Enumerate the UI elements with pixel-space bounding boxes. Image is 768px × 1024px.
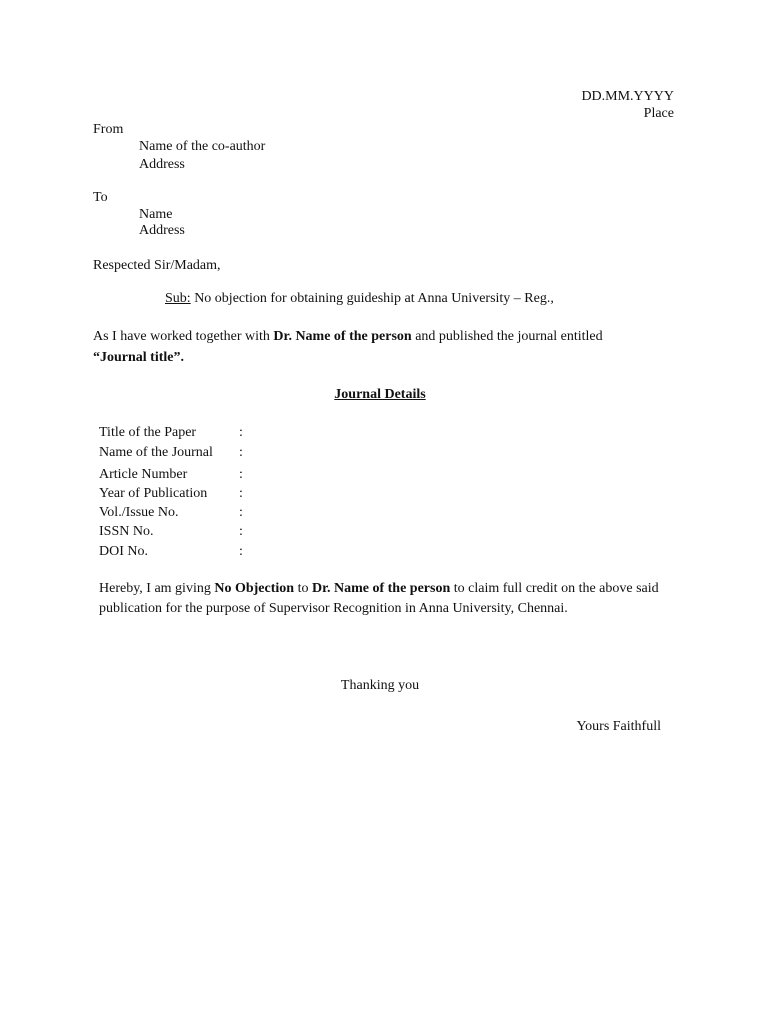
intro-text-2: and published the journal entitled [411,329,603,344]
place: Place [643,106,674,121]
to-label: To [93,190,108,205]
closing-text-1: Hereby, I am giving [99,581,215,596]
closing-text-3: to claim full credit on the above said publication for the purpose of Supervisor Recognition in Anna University, Chennai. [99,581,659,616]
details-row-journal [99,444,243,461]
journal-title [93,349,184,366]
details-row-separator: : [239,425,243,440]
details-row-volume [99,504,243,521]
details-row-separator: : [239,505,243,520]
details-row-doi [99,543,243,560]
details-row-label: Vol./Issue No. [99,505,179,520]
salutation: Respected Sir/Madam, [93,258,221,273]
details-row-label: Name of the Journal [99,445,213,460]
from-address: Address [139,157,185,172]
subject-label: Sub: [165,291,191,306]
details-row-label: ISSN No. [99,524,154,539]
details-row-label: Year of Publication [99,486,208,501]
details-row-label: DOI No. [99,544,148,559]
thanking-you: Thanking you [340,678,420,693]
closing-paragraph [99,579,679,619]
subject-text: No objection for obtaining guideship at Anna University – Reg., [190,291,554,306]
sign-off: Yours Faithfull [576,719,661,734]
details-row-year [99,485,243,502]
date: DD.MM.YYYY [581,89,674,104]
details-row-separator: : [239,544,243,559]
to-name: Name [139,207,173,222]
journal-details-heading-text: Journal Details [334,387,426,402]
journal-title-text: “Journal title”. [93,350,184,365]
details-row-title [99,424,243,441]
intro-text-1: As I have worked together with [93,329,274,344]
closing-text-2: to [294,581,312,596]
closing-no-objection: No Objection [214,581,295,596]
details-row-separator: : [239,524,243,539]
details-row-label: Article Number [99,467,188,482]
details-row-issn [99,523,243,540]
from-label: From [93,122,124,137]
journal-details-heading [0,386,760,403]
intro-person: Dr. Name of the person [273,329,412,344]
closing-person: Dr. Name of the person [311,581,451,596]
details-row-separator: : [239,467,243,482]
intro-line [93,328,603,345]
details-row-separator: : [239,445,243,460]
from-name: Name of the co-author [139,139,266,154]
details-row-article [99,466,243,483]
to-address: Address [139,223,185,238]
details-row-label: Title of the Paper [99,425,197,440]
subject-line [165,290,554,307]
details-row-separator: : [239,486,243,501]
